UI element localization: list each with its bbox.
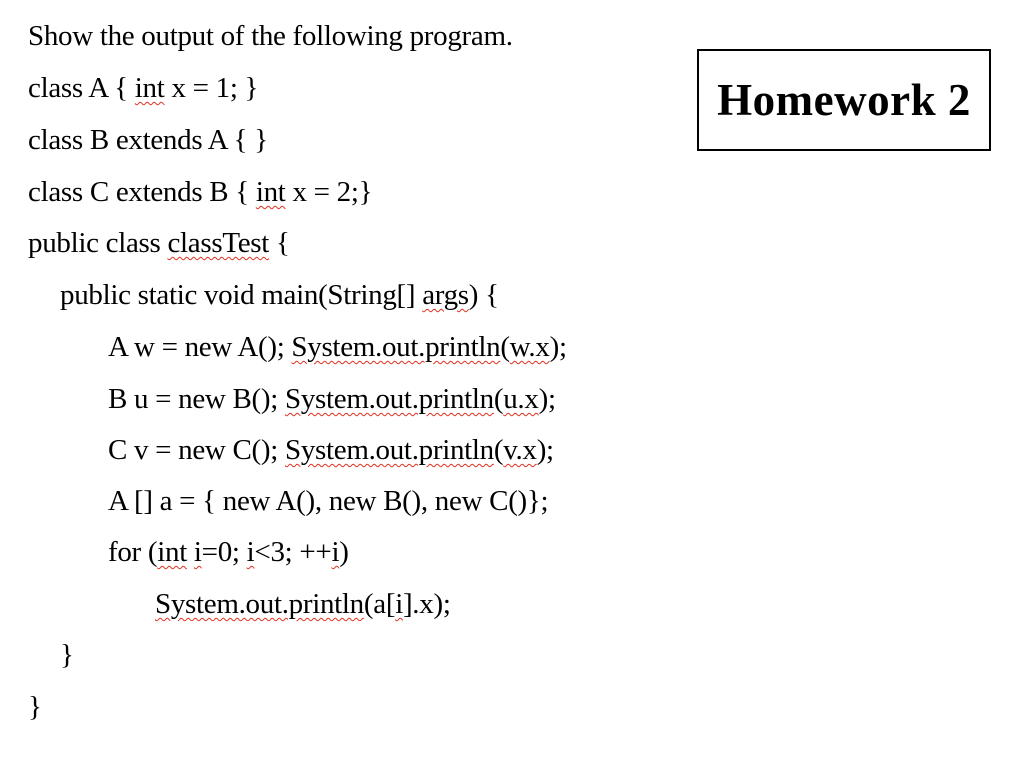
spellcheck-word: i	[193, 536, 202, 568]
code-text: }	[60, 639, 74, 671]
code-text: A [] a = { new A(), new B(), new C()};	[108, 485, 549, 517]
code-text: (	[493, 383, 504, 415]
code-text: <3; ++	[254, 536, 332, 568]
code-text: x = 2;}	[285, 176, 373, 208]
code-text: (	[500, 331, 510, 363]
spellcheck-word: int	[157, 536, 187, 568]
code-text: for (	[108, 536, 158, 568]
spellcheck-word: i	[395, 588, 403, 620]
code-text: Show the output of the following program.	[28, 20, 513, 52]
code-text: {	[269, 227, 290, 259]
code-line-7	[108, 381, 556, 417]
code-line-4	[28, 225, 290, 261]
code-line-3	[28, 174, 372, 210]
spellcheck-word: System.out.println	[155, 588, 364, 620]
code-line-9	[108, 483, 548, 519]
code-text: =0;	[201, 536, 247, 568]
spellcheck-word: classTest	[167, 227, 270, 259]
code-text: )	[339, 536, 349, 568]
code-text: ].x);	[402, 588, 451, 620]
code-text: ) {	[468, 279, 499, 311]
code-text: B u = new B();	[108, 383, 285, 415]
code-text: A w = new A();	[108, 331, 292, 363]
code-text	[187, 536, 194, 568]
spellcheck-word: System.out.println	[291, 331, 501, 363]
code-text: public class	[28, 227, 168, 259]
code-text: );	[538, 383, 556, 415]
code-text: x = 1; }	[164, 72, 259, 104]
code-text: class A {	[28, 72, 135, 104]
homework-title-box	[697, 49, 991, 151]
spellcheck-word: i	[331, 536, 340, 568]
code-text: }	[28, 691, 42, 723]
code-line-6	[108, 329, 567, 365]
code-line-5	[60, 277, 499, 313]
spellcheck-word: u.x	[503, 383, 539, 415]
code-line-1	[28, 70, 258, 106]
spellcheck-word: i	[246, 536, 255, 568]
code-line-10	[108, 534, 349, 570]
code-text: );	[549, 331, 567, 363]
code-text: );	[536, 434, 554, 466]
code-text: (a[	[363, 588, 396, 620]
code-text: C v = new C();	[108, 434, 285, 466]
code-text: (	[493, 434, 504, 466]
spellcheck-word: System.out.println	[284, 383, 494, 415]
spellcheck-word: args	[422, 279, 469, 311]
code-line-0	[28, 18, 513, 54]
code-line-12	[60, 637, 74, 673]
code-text: public static void main(String[]	[60, 279, 423, 311]
code-text: class C extends B {	[28, 176, 256, 208]
code-line-11	[155, 586, 451, 622]
code-text: class B extends A { }	[28, 124, 268, 156]
spellcheck-word: System.out.println	[284, 434, 494, 466]
spellcheck-word: int	[134, 72, 165, 104]
code-line-8	[108, 432, 554, 468]
spellcheck-word: v.x	[503, 434, 537, 466]
code-line-2	[28, 122, 268, 158]
homework-title: Homework 2	[717, 74, 971, 125]
code-line-13	[28, 689, 42, 725]
spellcheck-word: w.x	[509, 331, 550, 363]
spellcheck-word: int	[255, 176, 286, 208]
